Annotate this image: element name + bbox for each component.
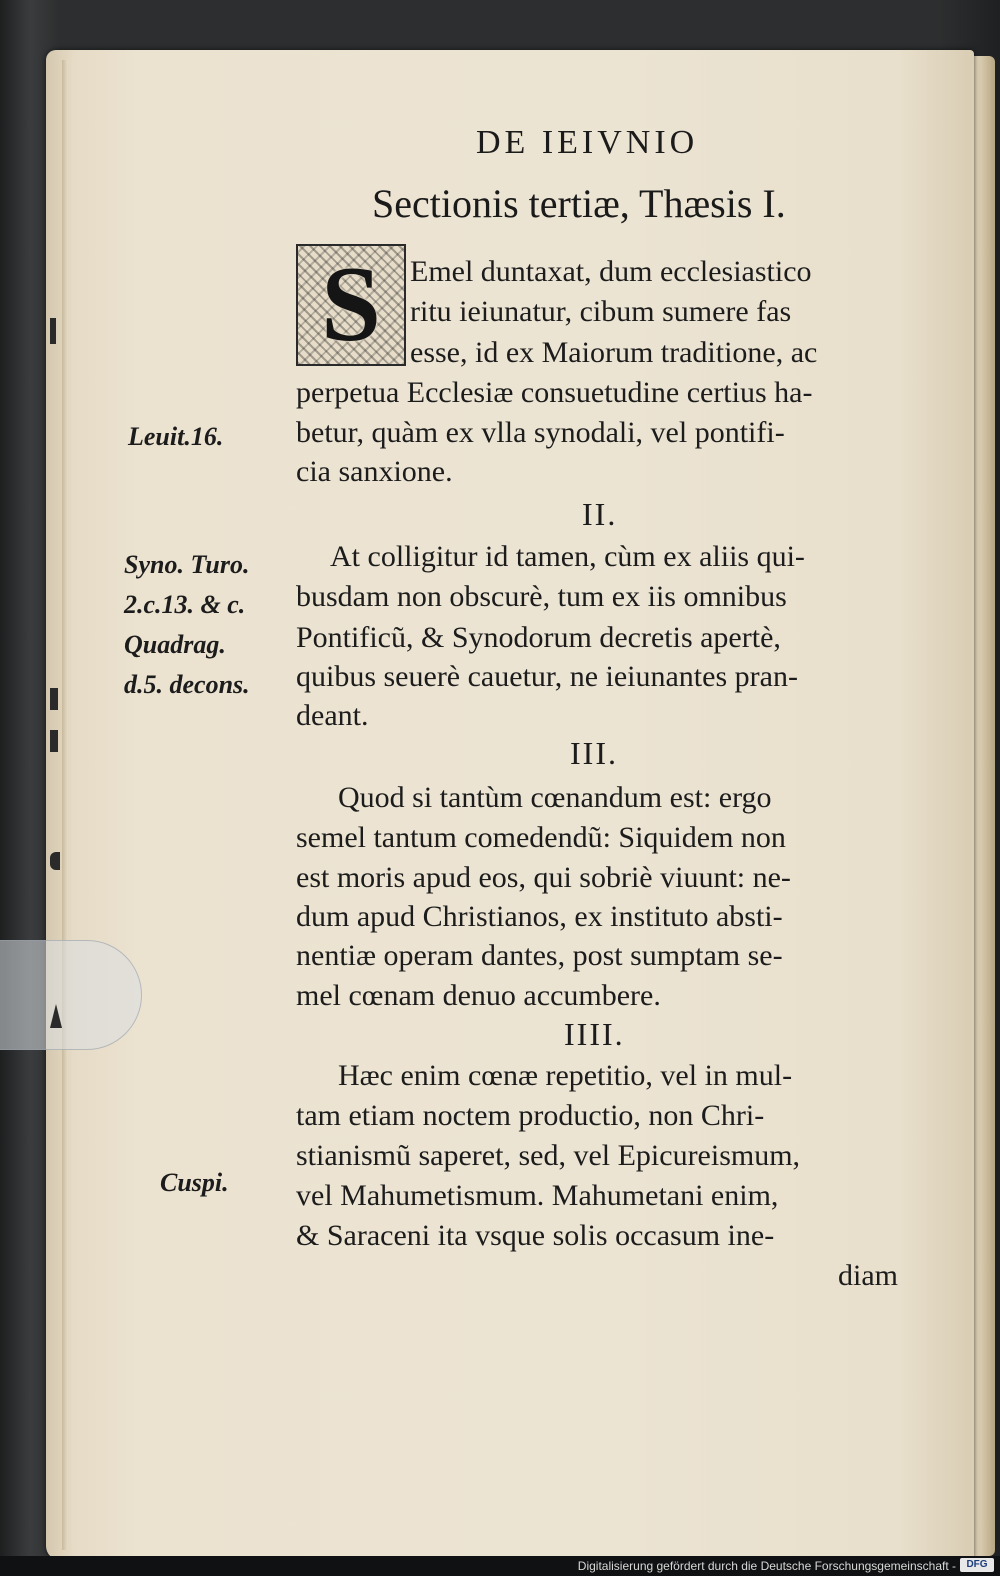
text-line: perpetua Ecclesiæ consuetudine certius ha- (296, 376, 813, 409)
text-line: est moris apud eos, qui sobriè viuunt: ne- (296, 861, 791, 894)
paragraph-numeral: II. (582, 496, 618, 532)
text-line: tam etiam noctem productio, non Chri- (296, 1099, 765, 1132)
marginal-note: Quadrag. (124, 630, 226, 659)
marginal-note: d.5. decons. (124, 670, 250, 699)
text-line: cia sanxione. (296, 455, 453, 488)
text-line: ritu ieiunatur, cibum sumere fas (410, 295, 792, 328)
text-line: At colligitur id tamen, cùm ex aliis qui- (330, 540, 805, 573)
left-edge-fragment (50, 318, 56, 344)
section-title: Sectionis tertiæ, Thæsis I. (372, 181, 786, 226)
scanner-clip (0, 940, 142, 1050)
marginal-note: Cuspi. (160, 1168, 229, 1197)
text-line: stianismũ saperet, sed, vel Epicureismum, (296, 1139, 801, 1172)
text-line: mel cœnam denuo accumbere. (296, 979, 661, 1012)
page-gutter (62, 60, 68, 1550)
text-line: quibus seuerè cauetur, ne ieiunantes pran- (296, 660, 798, 693)
paragraph-numeral: IIII. (564, 1016, 625, 1052)
text-line: esse, id ex Maiorum traditione, ac (410, 336, 818, 369)
marginal-note: Leuit.16. (128, 422, 224, 451)
text-line: busdam non obscurè, tum ex iis omnibus (296, 580, 787, 613)
drop-cap-letter: S (320, 245, 382, 364)
bleed-through-decoration (130, 230, 250, 340)
left-edge-fragment (50, 730, 58, 752)
text-line: betur, quàm ex vlla synodali, vel pontifi- (296, 416, 785, 449)
dfg-logo: DFG (960, 1558, 994, 1572)
text-line: Hæc enim cœnæ repetitio, vel in mul- (338, 1059, 793, 1092)
marginal-note: 2.c.13. & c. (124, 590, 246, 619)
text-line: semel tantum comedendũ: Siquidem non (296, 821, 786, 854)
paragraph-numeral: III. (570, 735, 618, 771)
text-line: Quod si tantùm cœnandum est: ergo (338, 781, 772, 814)
decorated-initial (296, 244, 406, 366)
text-line: dum apud Christianos, ex instituto absti- (296, 900, 783, 933)
marginal-note: Syno. Turo. (124, 550, 250, 579)
text-line: vel Mahumetismum. Mahumetani enim, (296, 1179, 779, 1212)
text-line: Emel duntaxat, dum ecclesiastico (410, 255, 812, 288)
text-line: nentiæ operam dantes, post sumptam se- (296, 939, 783, 972)
running-header: DE IEIVNIO (476, 124, 699, 161)
left-edge-fragment (50, 852, 60, 870)
text-line: & Saraceni ita vsque solis occasum ine- (296, 1219, 775, 1252)
funding-credit: Digitalisierung gefördert durch die Deutsche Forschungsgemeinschaft - (577, 1559, 956, 1573)
text-line: deant. (296, 699, 369, 732)
text-line: Pontificũ, & Synodorum decretis apertè, (296, 621, 781, 654)
left-edge-fragment (50, 688, 58, 710)
text-line: diam (838, 1259, 898, 1292)
